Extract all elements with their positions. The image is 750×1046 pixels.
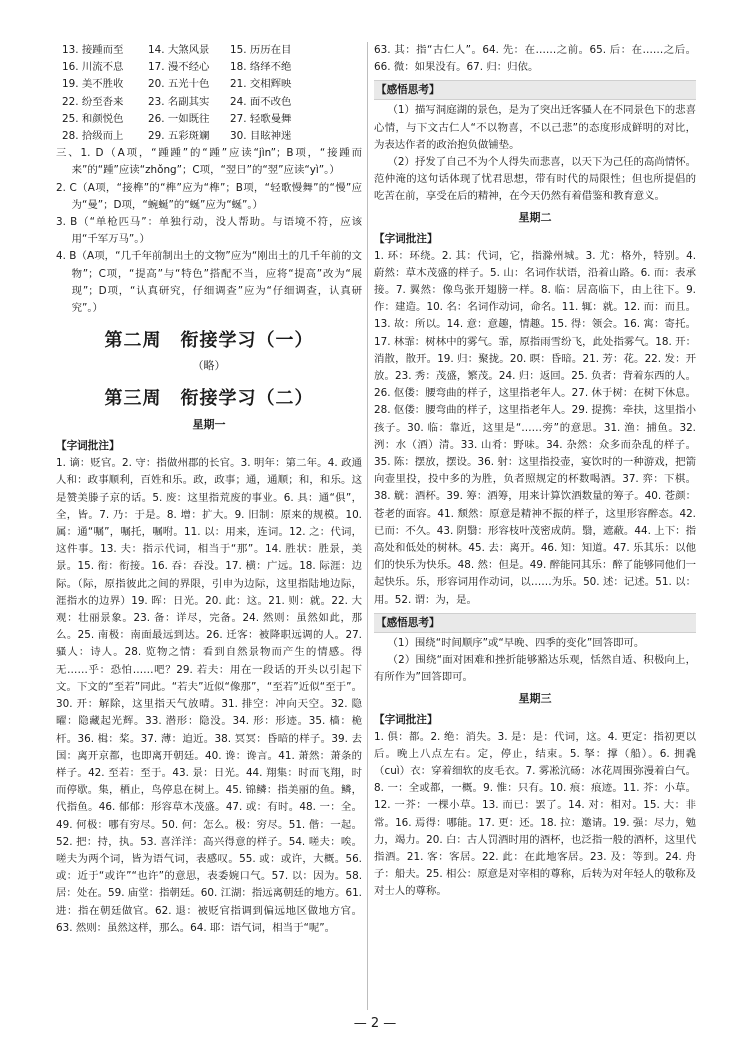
- vocab-cell: 14. 大煞风景: [148, 44, 210, 56]
- right-column: [374, 42, 696, 901]
- day3-section-label: 【字词批注】: [374, 713, 438, 726]
- thought-section-2: 【感悟思考】: [374, 613, 696, 633]
- answer-1: 三、1. D（A项，“踵踵”的“踵”应读“jìn”；B项，“接踵而来”的“踵”应读“zhǒng”；C项，“翌日”的“翌”应读“yì”。）: [56, 147, 362, 177]
- page-number: — 2 —: [353, 1016, 397, 1031]
- vocab-cell: 18. 络绎不绝: [230, 61, 292, 74]
- vocab-cell: 25. 和颜悦色: [62, 112, 124, 125]
- day2-section-label: 【字词批注】: [374, 232, 438, 245]
- day1-section-label: 【字词批注】: [56, 440, 120, 453]
- vocab-cell: 19. 美不胜收: [62, 78, 124, 91]
- vocab-cell: 15. 历历在目: [230, 44, 292, 56]
- answer-2: 2. C（A项，“接榫”的“榫”应为“榫”；B项，“轻歌慢舞”的“慢”应为“曼”；D项，“蜿蜒”的“蜒”应为“蜒”。）: [56, 181, 362, 211]
- vocab-cell: 28. 拾级而上: [62, 130, 124, 143]
- day2-heading: 星期二: [518, 210, 552, 224]
- week3-title: 第三周 衔接学习（二）: [104, 388, 314, 410]
- vocab-cell: 16. 川流不息: [62, 61, 124, 74]
- vocab-cell: 27. 轻歌曼舞: [230, 112, 292, 125]
- thought1-p1: （1）描写洞庭湖的景色，是为了突出迁客骚人在不同景色下的悲喜心情，与下文古仁人“不以物喜，不以己悲”的态度形成鲜明的对比，为表达作者的政治抱负做铺垫。: [374, 104, 696, 151]
- left-column: [56, 42, 362, 937]
- vocab-cell: 23. 名副其实: [148, 95, 210, 108]
- week2-title: 第二周 衔接学习（一）: [104, 330, 314, 352]
- thought1-p2: （2）抒发了自己不为个人得失而悲喜，以天下为己任的高尚情怀。范仲淹的这句话体现了忧君思想，带有时代的局限性；但也所提倡的吃苦在前，享受在后的精神，在今天仍然有着借鉴和教育意义。: [374, 156, 696, 203]
- day1-content: 1. 谪：贬官。2. 守：指做州郡的长官。3. 明年：第二年。4. 政通人和：政事顺利，百姓和乐。政，政事；通，通顺；和，和乐。这是赞美滕子京的话。5. 废：这里指荒废的事业。6. 具：通“俱”，全，皆。7. 乃：于是。8. 增：扩大。9. 旧制：原来的规模。10. 属：通“嘱”，嘱托，嘱咐。11. 以：用来，连词。12. 之：代词，这件事。13. 夫：指示代词，相当于“那”。14. 胜状：胜景，美景。15. 衔：衔接。16. 吞：吞没。17. 横：广远。18. 际涯：边际。（际，原指彼此之间的界限，引申为边际，这里指陆地边际，涯指水的边界）19. 晖：日光。20. 此：这。21. 则：就。22. 大观：壮丽景象。23. 备：详尽，完备。24. 然则：虽然如此，那么。25. 南极：南面最远到达。26. 迁客：被降职远调的人。27. 骚人：诗人。28. 览物之情：看到自然景物而产生的情感。得无……乎：恐怕……吧？29. 若夫：用在一段话的开头以引起下文。下文的“至若”同此。“若夫”近似“像那”，“至若”近似“至于”。30. 开：解除，这里指天气放晴。31. 排空：冲向天空。32. 隐曜：隐藏起光辉。33. 潜形：隐没。34. 形：形迹。35. 樯：桅杆。36. 楫：桨。37. 薄：迫近。38. 冥冥：昏暗的样子。39. 去国：离开京都，也即离开朝廷。40. 谗：谗言。41. 萧然：萧条的样子。42. 至若：至于。43. 景：日光。44. 翔集：时而飞翔，时而停歇。集，栖止，鸟停息在树上。45. 锦鳞：指美丽的鱼。鳞，代指鱼。46. 郁郁：形容草木茂盛。47. 或：有时。48. 一：全。49. 何极：哪有穷尽。50. 何：怎么。极：穷尽。51. 偕：一起。52. 把：持，执。53. 喜洋洋：高兴得意的样子。54. 嗟夫：唉。嗟夫为两个词，皆为语气词，表感叹。55. 或：或许，大概。56. 或：近于“或许”“也许”的意思，表委婉口气。57. 以：因为。58. 居：处在。59. 庙堂：指朝廷。60. 江湖：指远离朝廷的地方。61. 进：指在朝廷做官。62. 退：被贬官指调到偏远地区做地方官。63. 然则：虽然这样，那么。64. 耶：语气词，相当于“呢”。: [56, 457, 362, 934]
- vocab-cell: 30. 目眩神迷: [230, 130, 292, 143]
- day2-content: 1. 环：环绕。2. 其：代词，它，指滁州城。3. 尤：格外，特别。4. 蔚然：草木茂盛的样子。5. 山：名词作状语，沿着山路。6. 而：表承接。7. 翼然：像鸟张开翅膀一样。8. 临：居高临下，由上往下。9. 作：建造。10. 名：名词作动词，命名。11. 辄：就。12. 而：而且。13. 故：所以。14. 意：意趣，情趣。15. 得：领会。16. 寓：寄托。17. 林霏：树林中的雾气。霏，原指雨雪纷飞，此处指雾气。18. 开：消散，散开。19. 归：聚拢。20. 暝：昏暗。21. 芳：花。22. 发：开放。23. 秀：茂盛，繁茂。24. 归：返回。25. 负者：背着东西的人。26. 伛偻：腰弯曲的样子，这里指老年人。27. 休于树：在树下休息。28. 伛偻：腰弯曲的样子，这里指老年人。29. 提携：牵扶，这里指小孩子。30. 临：靠近，这里是“……旁”的意思。31. 渔：捕鱼。32. 洌：水（酒）清。33. 山肴：野味。34. 杂然：众多而杂乱的样子。35. 陈：摆放，摆设。36. 射：这里指投壶，宴饮时的一种游戏，把箭向壶里投，投中多的为胜，负者照规定的杯数喝酒。37. 弈：下棋。38. 觥：酒杯。39. 筹：酒筹，用来计算饮酒数量的筹子。40. 苍颜：苍老的面容。41. 颓然：原意是精神不振的样子，这里形容醉态。42. 已而：不久。43. 阴翳：形容枝叶茂密成荫。翳，遮蔽。44. 上下：指高处和低处的树林。45. 去：离开。46. 知：知道。47. 乐其乐：以他们的快乐为快乐。48. 然：但是。49. 醉能同其乐：醉了能够同他们一起快乐。乐，形容词用作动词，以……为乐。50. 述：记述。51. 以：用。52. 谓：为，是。: [374, 249, 696, 606]
- vocab-cell: 20. 五光十色: [148, 78, 210, 91]
- thought2-p2: （2）围绕“面对困难和挫折能够豁达乐观，恬然自适、积极向上，有所作为”回答即可。: [374, 654, 696, 684]
- vocab-cell: 21. 交相辉映: [230, 78, 292, 91]
- thought-section-1: 【感悟思考】: [374, 80, 696, 100]
- day3-content: 1. 俱：都。2. 绝：消失。3. 是：是：代词，这。4. 更定：指初更以后。晚上八点左右。定，停止，结束。5. 拏：撑（船）。6. 拥毳（cuì）衣：穿着细软的皮毛衣。7. 雾凇沆砀：冰花周围弥漫着白气。8. 一：全或都，一概。9. 惟：只有。10. 痕：痕迹。11. 芥：小草。12. 一芥：一棵小草。13. 而已：罢了。14. 对：相对。15. 大：非常。16. 焉得：哪能。17. 更：还。18. 拉：邀请。19. 强：尽力，勉力，竭力。20. 白：古人罚酒时用的酒杯，也泛指一般的酒杯，这里代指酒。21. 客：客居。22. 此：在此地客居。23. 及：等到。24. 舟子：船夫。25. 相公：原意是对宰相的尊称，后转为对年轻人的敬称及对士人的尊称。: [374, 730, 696, 898]
- answer-4: 4. B（A项，“几千年前制出土的文物”应为“刚出土的几千年前的文物”；C项，“提高”与“特色”搭配不当，应将“提高”改为“展现”；D项，“认真研究，仔细调查”应为“仔细调查，认真研究”。）: [56, 250, 362, 315]
- day1-continued: 63. 其：指“古仁人”。64. 先：在……之前。65. 后：在……之后。66. 微：如果没有。67. 归：归依。: [374, 44, 696, 74]
- vocab-cell: 29. 五彩斑斓: [148, 130, 210, 143]
- vocab-cell: 13. 接踵而至: [62, 44, 124, 56]
- vocab-table: [62, 42, 362, 145]
- thought2-p1: （1）围绕“时间顺序”或“早晚、四季的变化”回答即可。: [387, 636, 645, 649]
- column-divider: [367, 42, 368, 1010]
- vocab-cell: 17. 漫不经心: [148, 61, 210, 74]
- week2-note: （略）: [192, 359, 226, 373]
- day3-heading: 星期三: [518, 691, 552, 705]
- answer-3: 3. B（“单枪匹马”：单独行动，没人帮助。与语境不符，应该用“千军万马”。）: [56, 216, 362, 246]
- vocab-cell: 22. 纷至沓来: [62, 95, 124, 108]
- vocab-cell: 26. 一如既往: [148, 112, 210, 125]
- vocab-cell: 24. 面不改色: [230, 95, 292, 108]
- day1-heading: 星期一: [192, 418, 226, 432]
